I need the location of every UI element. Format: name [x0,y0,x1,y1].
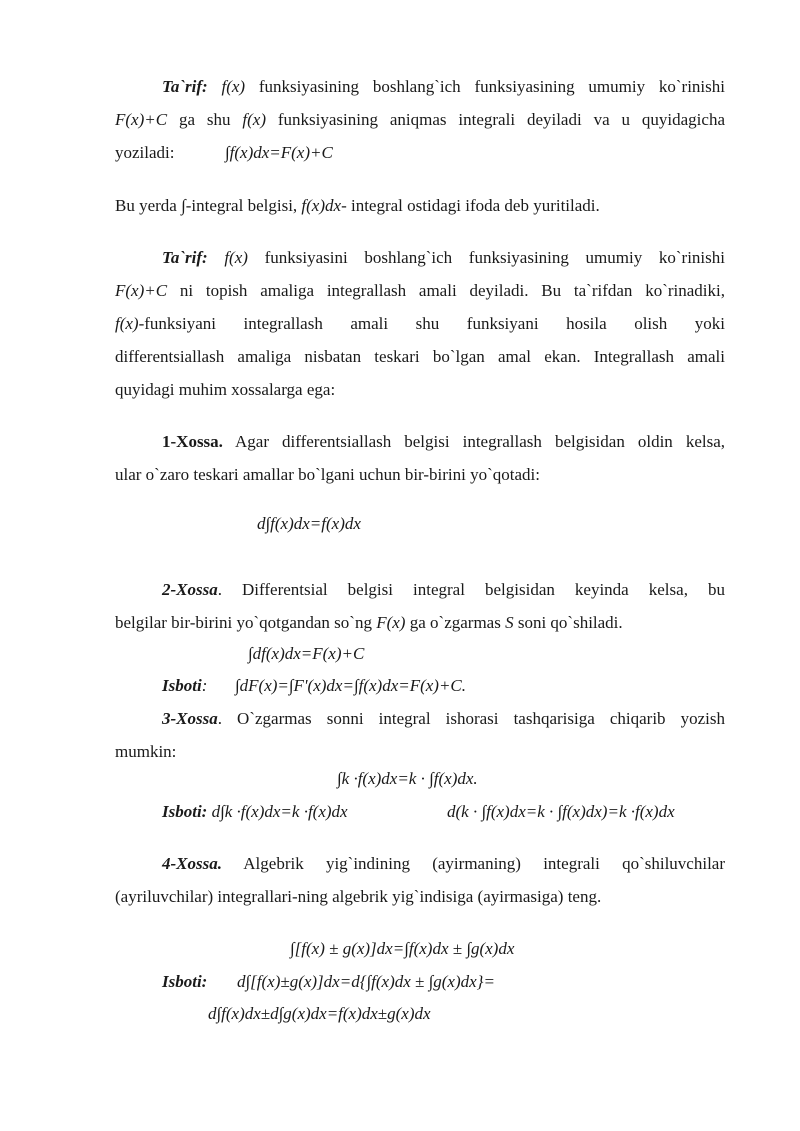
property-label: 3-Xossa [162,709,218,728]
text: belgilar bir-birini yo`qotgandan so`ng [115,613,377,632]
text: soni qo`shiladi. [513,613,623,632]
text: -funksiyani integrallash amali shu funksiyani hosila olish yoki [138,314,725,333]
text: : [201,676,208,695]
math-inline: f(x) [242,110,266,129]
math-inline: f(x)dx [301,196,342,215]
text: ular o`zaro teskari amallar bo`lgani uchun bir-birini yo`qotadi: [115,465,540,484]
property-4-proof [162,971,725,993]
math-inline: F(x)+C [115,281,168,300]
text: . O`zgarmas sonni integral ishorasi tashqarisiga chiqarib yozish [217,709,725,728]
property-label: 2-Xossa [162,580,218,599]
definition-2-line-5 [115,379,725,401]
definition-label: Ta`rif: [162,77,208,96]
property-1-formula [257,513,557,535]
text: - integral ostidagi ifoda deb yuritiladi. [341,196,600,215]
definition-1-line-3 [115,142,725,164]
property-3-proof [162,801,725,823]
text: (ayriluvchilar) integrallari-ning algebrik yig`indisiga (ayirmasiga) teng. [115,887,602,906]
text: Algebrik yig`indining (ayirmaning) integrali qo`shiluvchilar [221,854,725,873]
formula: d∫f(x)dx=f(x)dx [257,514,361,533]
formula: ∫f(x)dx=F(x)+C [225,143,333,162]
property-label: 1-Xossa. [162,432,223,451]
text: ni topish amaliga integrallash amali deyiladi. Bu ta`rifdan ko`rinadiki, [167,281,725,300]
math-inline: f(x) [221,77,246,96]
proof-label: Isboti: [162,972,208,991]
property-1-line-2 [115,464,725,486]
property-3-formula [337,768,637,790]
text: ga o`zgarmas [405,613,506,632]
property-2-line-1 [162,579,725,601]
definition-2-line-4 [115,346,725,368]
formula: ∫df(x)dx=F(x)+C [248,644,365,663]
math-inline: S [505,613,514,632]
definition-1-line-2 [115,109,725,131]
property-label: 4-Xossa. [162,854,222,873]
text: funksiyasining aniqmas integrali deyiladi va u quyidagicha [265,110,725,129]
formula: ∫[f(x) ± g(x)]dx=∫f(x)dx ± ∫g(x)dx [290,939,515,958]
text: ga shu [167,110,243,129]
property-2-line-2 [115,612,725,634]
property-4-line-1 [162,853,725,875]
property-3-line-2 [115,741,725,763]
definition-label: Ta`rif: [162,248,208,267]
formula: ∫k ·f(x)dx=k · ∫f(x)dx. [337,769,478,788]
text: yoziladi: [115,143,175,162]
property-2-formula [248,643,548,665]
text: Bu yerda ∫-integral belgisi, [115,196,302,215]
property-1-line-1 [162,431,725,453]
integral-sign-note [115,195,725,217]
property-4-proof-continued [208,1003,608,1025]
formula: ∫dF(x)=∫F'(x)dx=∫f(x)dx=F(x)+C. [235,676,467,695]
text: mumkin: [115,742,177,761]
property-3-line-1 [162,708,725,730]
formula: d∫f(x)dx±d∫g(x)dx=f(x)dx±g(x)dx [208,1004,431,1023]
math-inline: F(x)+C [115,110,168,129]
text: differentsiallash amaliga nisbatan teskari bo`lgan amal ekan. Integrallash amali [115,347,725,366]
math-inline: f(x) [224,248,248,267]
formula: d(k · ∫f(x)dx=k · ∫f(x)dx)=k ·f(x)dx [447,802,675,821]
text: Agar differentsiallash belgisi integrallash belgisidan oldin kelsa, [222,432,725,451]
formula: d∫k ·f(x)dx=k ·f(x)dx [211,802,348,821]
math-inline: F(x) [376,613,406,632]
text: . Differentsial belgisi integral belgisidan keyinda kelsa, bu [217,580,725,599]
math-inline: f(x) [115,314,139,333]
proof-label: Isboti [162,676,202,695]
definition-2-line-2 [115,280,725,302]
text: quyidagi muhim xossalarga ega: [115,380,336,399]
property-2-proof [162,675,725,697]
definition-2-line-1 [162,247,725,269]
proof-label: Isboti: [162,802,208,821]
formula: d∫[f(x)±g(x)]dx=d{∫f(x)dx ± ∫g(x)dx}= [237,972,495,991]
text: funksiyasini boshlang`ich funksiyasining umumiy ko`rinishi [247,248,725,267]
text: funksiyasining boshlang`ich funksiyasining umumiy ko`rinishi [245,77,725,96]
definition-2-line-3 [115,313,725,335]
property-4-line-2 [115,886,725,908]
property-4-formula [290,938,620,960]
definition-1-line-1 [162,76,725,98]
